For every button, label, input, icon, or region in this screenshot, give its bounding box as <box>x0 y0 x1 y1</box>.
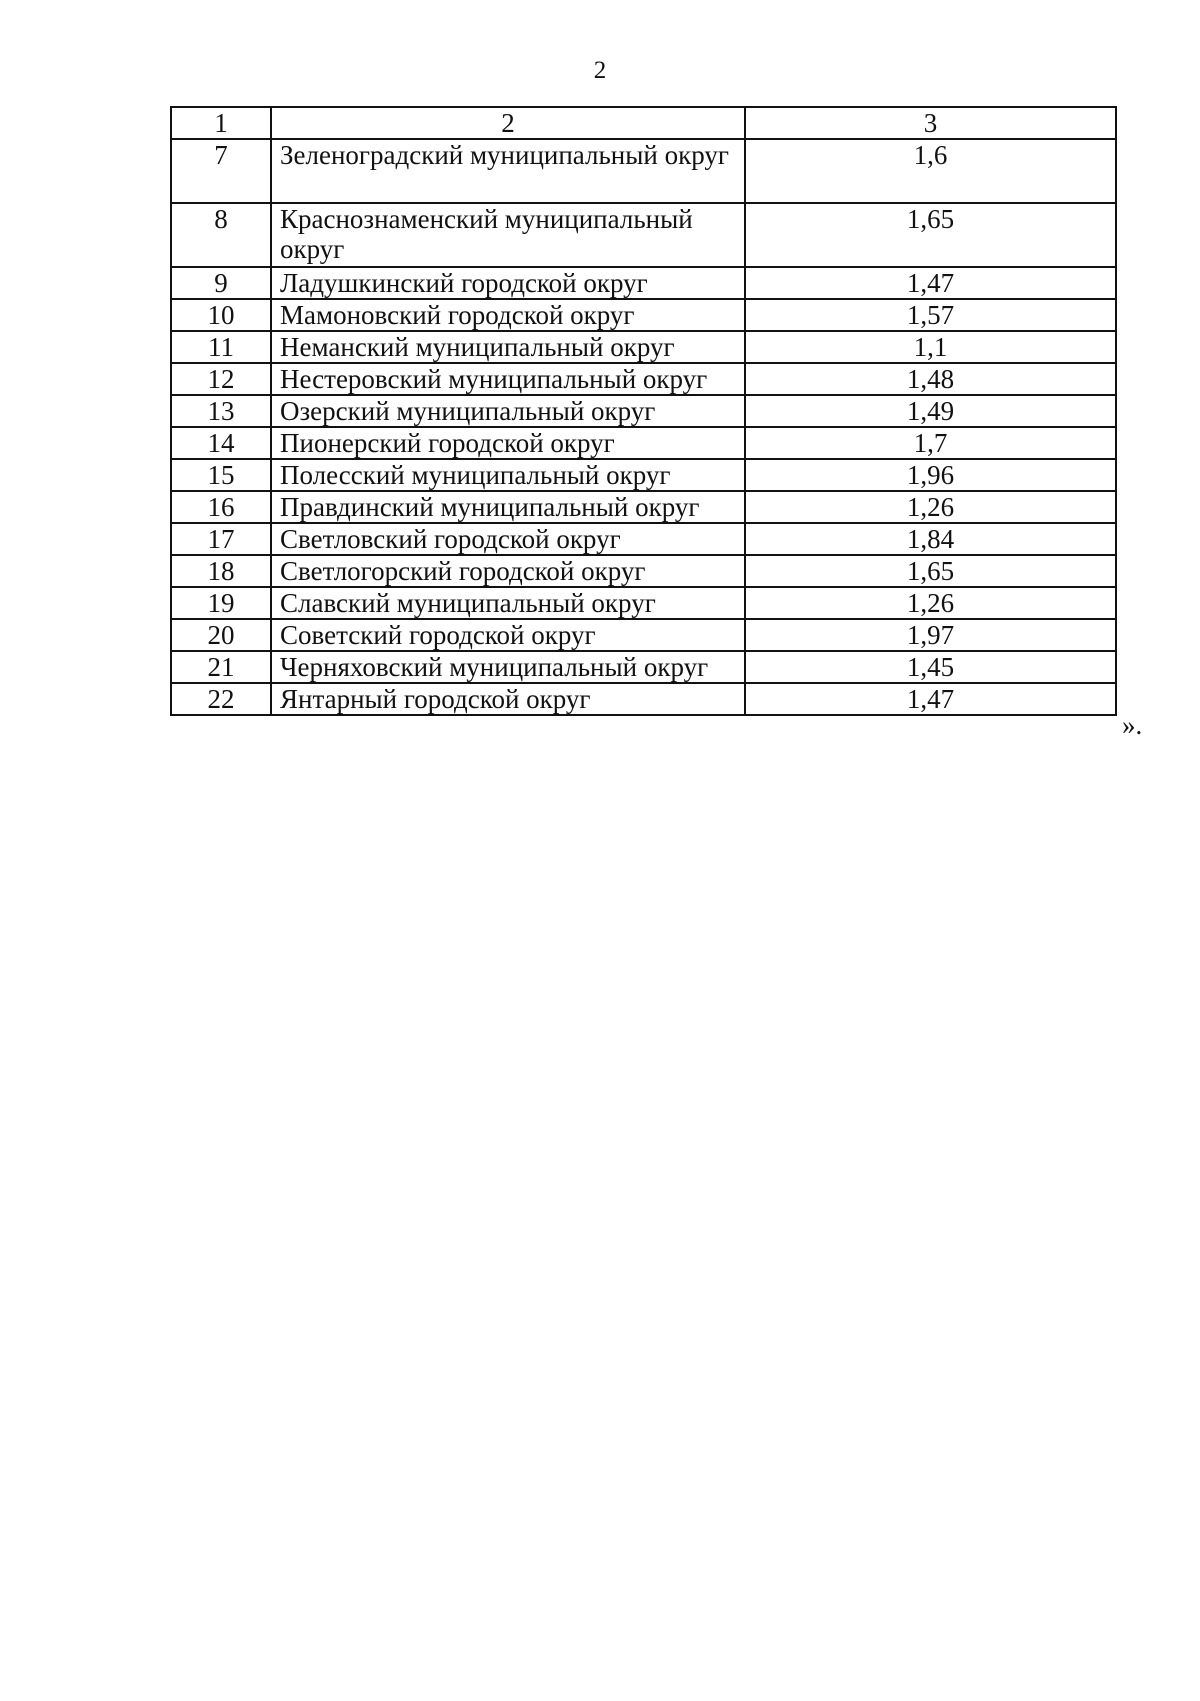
coefficient-value-cell: 1,65 <box>745 555 1116 587</box>
table-row <box>171 267 1116 299</box>
row-number-cell: 9 <box>171 267 271 299</box>
coefficient-value-cell: 1,26 <box>745 587 1116 619</box>
coefficient-value-cell: 1,57 <box>745 299 1116 331</box>
row-number-cell: 12 <box>171 363 271 395</box>
table-body <box>171 107 1116 715</box>
table-row <box>171 395 1116 427</box>
table-row <box>171 459 1116 491</box>
coefficient-value-cell: 1,45 <box>745 651 1116 683</box>
municipality-name-cell: Черняховский муниципальный округ <box>271 651 745 683</box>
municipality-name-cell: Нестеровский муниципальный округ <box>271 363 745 395</box>
coefficient-value-cell: 1,65 <box>745 203 1116 267</box>
table-row <box>171 203 1116 267</box>
municipality-name-cell: Полесский муниципальный округ <box>271 459 745 491</box>
row-number-cell: 7 <box>171 139 271 203</box>
municipality-name-cell: Славский муниципальный округ <box>271 587 745 619</box>
row-number-cell: 16 <box>171 491 271 523</box>
coefficient-value-cell: 1,1 <box>745 331 1116 363</box>
table-row <box>171 651 1116 683</box>
coefficient-value-cell: 1,84 <box>745 523 1116 555</box>
table-row <box>171 299 1116 331</box>
coefficient-value-cell: 1,97 <box>745 619 1116 651</box>
column-header-2: 2 <box>271 107 745 139</box>
table-row <box>171 555 1116 587</box>
table-row <box>171 619 1116 651</box>
row-number-cell: 14 <box>171 427 271 459</box>
table-row <box>171 139 1116 203</box>
row-number-cell: 8 <box>171 203 271 267</box>
coefficient-value-cell: 1,26 <box>745 491 1116 523</box>
row-number-cell: 20 <box>171 619 271 651</box>
row-number-cell: 17 <box>171 523 271 555</box>
row-number-cell: 22 <box>171 683 271 715</box>
coefficient-value-cell: 1,49 <box>745 395 1116 427</box>
municipality-name-cell: Светлогорский городской округ <box>271 555 745 587</box>
table-row <box>171 683 1116 715</box>
coefficient-value-cell: 1,7 <box>745 427 1116 459</box>
table-row <box>171 523 1116 555</box>
column-header-3: 3 <box>745 107 1116 139</box>
coefficient-value-cell: 1,47 <box>745 267 1116 299</box>
coefficient-value-cell: 1,96 <box>745 459 1116 491</box>
coefficients-table <box>170 106 1117 716</box>
coefficient-value-cell: 1,47 <box>745 683 1116 715</box>
municipality-name-cell: Янтарный городской округ <box>271 683 745 715</box>
municipality-name-cell: Озерский муниципальный округ <box>271 395 745 427</box>
closing-quote-mark: ». <box>1122 710 1143 740</box>
table-row <box>171 587 1116 619</box>
row-number-cell: 10 <box>171 299 271 331</box>
coefficient-value-cell: 1,48 <box>745 363 1116 395</box>
municipality-name-cell: Пионерский городской округ <box>271 427 745 459</box>
table-row <box>171 331 1116 363</box>
row-number-cell: 15 <box>171 459 271 491</box>
municipality-name-cell: Советский городской округ <box>271 619 745 651</box>
table-row <box>171 491 1116 523</box>
row-number-cell: 13 <box>171 395 271 427</box>
row-number-cell: 18 <box>171 555 271 587</box>
row-number-cell: 11 <box>171 331 271 363</box>
row-number-cell: 21 <box>171 651 271 683</box>
column-header-1: 1 <box>171 107 271 139</box>
row-number-cell: 19 <box>171 587 271 619</box>
municipality-name-cell: Ладушкинский городской округ <box>271 267 745 299</box>
municipality-name-cell: Мамоновский городской округ <box>271 299 745 331</box>
page-number: 2 <box>593 57 607 84</box>
coefficient-value-cell: 1,6 <box>745 139 1116 203</box>
table-row <box>171 427 1116 459</box>
municipality-name-cell: Правдинский муниципальный округ <box>271 491 745 523</box>
table-row <box>171 363 1116 395</box>
municipality-name-cell: Краснознаменский муниципальный округ <box>271 203 745 267</box>
municipality-name-cell: Зеленоградский муниципальный округ <box>271 139 745 203</box>
municipality-name-cell: Светловский городской округ <box>271 523 745 555</box>
municipality-name-cell: Неманский муниципальный округ <box>271 331 745 363</box>
table-header-row <box>171 107 1116 139</box>
